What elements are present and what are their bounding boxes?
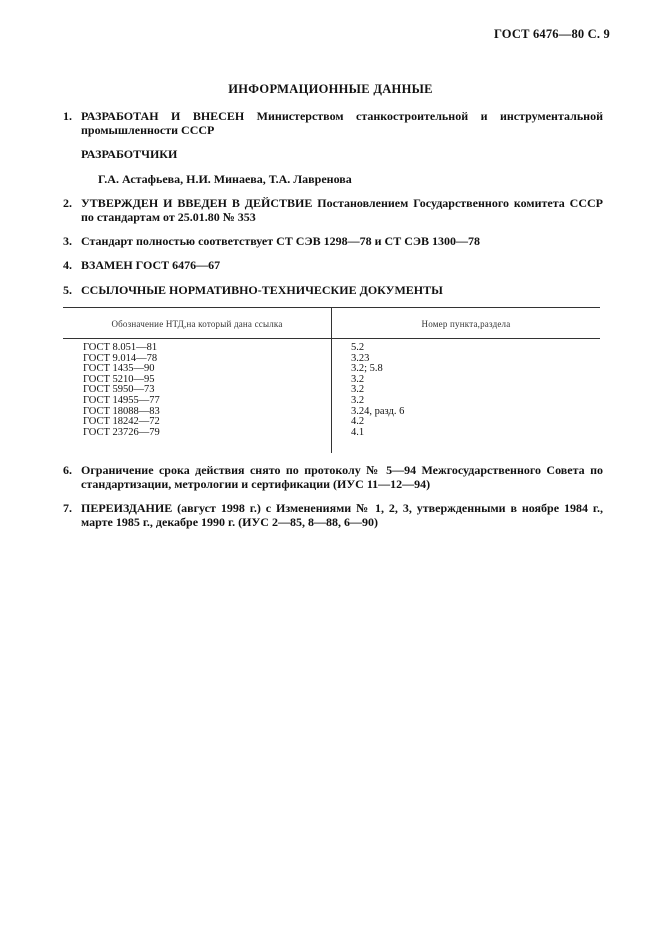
document-title: ИНФОРМАЦИОННЫЕ ДАННЫЕ [228, 82, 433, 96]
section-6 [63, 463, 603, 491]
table-cell-document: ГОСТ 8.051—81 [83, 342, 158, 353]
section-text: Ограничение срока действия снято по протоколу № 5—94 Межгосударственного Совета по стандартизации, метрологии и сертификации (ИУС 11—12—94) [81, 463, 603, 491]
developers-heading: РАЗРАБОТЧИКИ [81, 147, 178, 161]
table-cell-clause: 4.2 [351, 416, 365, 428]
section-3 [63, 234, 603, 248]
table-cell-document: ГОСТ 14955—77 [83, 394, 160, 406]
table-cell-document: ГОСТ 18242—72 [83, 416, 160, 428]
section-1 [63, 109, 603, 137]
developers-list: Г.А. Астафьева, Н.И. Минаева, Т.А. Лавренова [98, 172, 352, 186]
reference-documents-table [63, 307, 600, 453]
table-cell-document: ГОСТ 5950—73 [83, 384, 155, 396]
table-cell-document: ГОСТ 9.014—78 [83, 352, 158, 364]
table-column-documents [83, 343, 160, 438]
table-cell-clause: 3.2; 5.8 [351, 363, 383, 375]
table-header-clause: Номер пункта,раздела [421, 319, 511, 329]
section-text: ВЗАМЕН ГОСТ 6476—67 [81, 258, 221, 272]
section-text: ССЫЛОЧНЫЕ НОРМАТИВНО-ТЕХНИЧЕСКИЕ ДОКУМЕНТЫ [81, 283, 443, 297]
section-2 [63, 196, 603, 224]
table-cell-clause: 3.23 [351, 352, 370, 364]
section-text: РАЗРАБОТАН И ВНЕСЕН Министерством станкостроительной и инструментальной промышленности СССР [81, 109, 603, 137]
section-5 [63, 283, 603, 297]
table-cell-document: ГОСТ 23726—79 [83, 426, 160, 438]
section-number: 4. [63, 258, 72, 272]
table-cell-clause: 4.1 [351, 426, 365, 438]
section-number: 1. [63, 109, 72, 123]
section-4 [63, 258, 603, 272]
table-header-document: Обозначение НТД,на который дана ссылка [111, 319, 283, 329]
table-cell-clause: 3.2 [351, 373, 365, 385]
table-cell-clause: 3.24, разд. 6 [351, 405, 405, 417]
section-number: 7. [63, 501, 72, 515]
section-text: Стандарт полностью соответствует СТ СЭВ 1298—78 и СТ СЭВ 1300—78 [81, 234, 481, 248]
table-cell-clause: 3.2 [351, 394, 365, 406]
section-number: 2. [63, 196, 72, 210]
section-number: 6. [63, 463, 72, 477]
table-column-clauses [351, 343, 404, 438]
section-text: ПЕРЕИЗДАНИЕ (август 1998 г.) с Изменениями № 1, 2, 3, утвержденными в ноябре 1984 г., марте 1985 г., декабре 1990 г. (ИУС 2—85, 8—88, 6—90) [81, 501, 603, 529]
table-cell-document: ГОСТ 1435—90 [83, 363, 155, 375]
table-cell-clause: 5.2 [351, 342, 365, 353]
section-text: УТВЕРЖДЕН И ВВЕДЕН В ДЕЙСТВИЕ Постановлением Государственного комитета СССР по стандартам от 25.01.80 № 353 [81, 196, 603, 224]
section-number: 3. [63, 234, 72, 248]
section-number: 5. [63, 283, 72, 297]
table-cell-document: ГОСТ 18088—83 [83, 405, 160, 417]
section-7 [63, 501, 603, 529]
table-cell-document: ГОСТ 5210—95 [83, 373, 155, 385]
table-cell-clause: 3.2 [351, 384, 365, 396]
page-header-ref: ГОСТ 6476—80 С. 9 [493, 27, 610, 41]
